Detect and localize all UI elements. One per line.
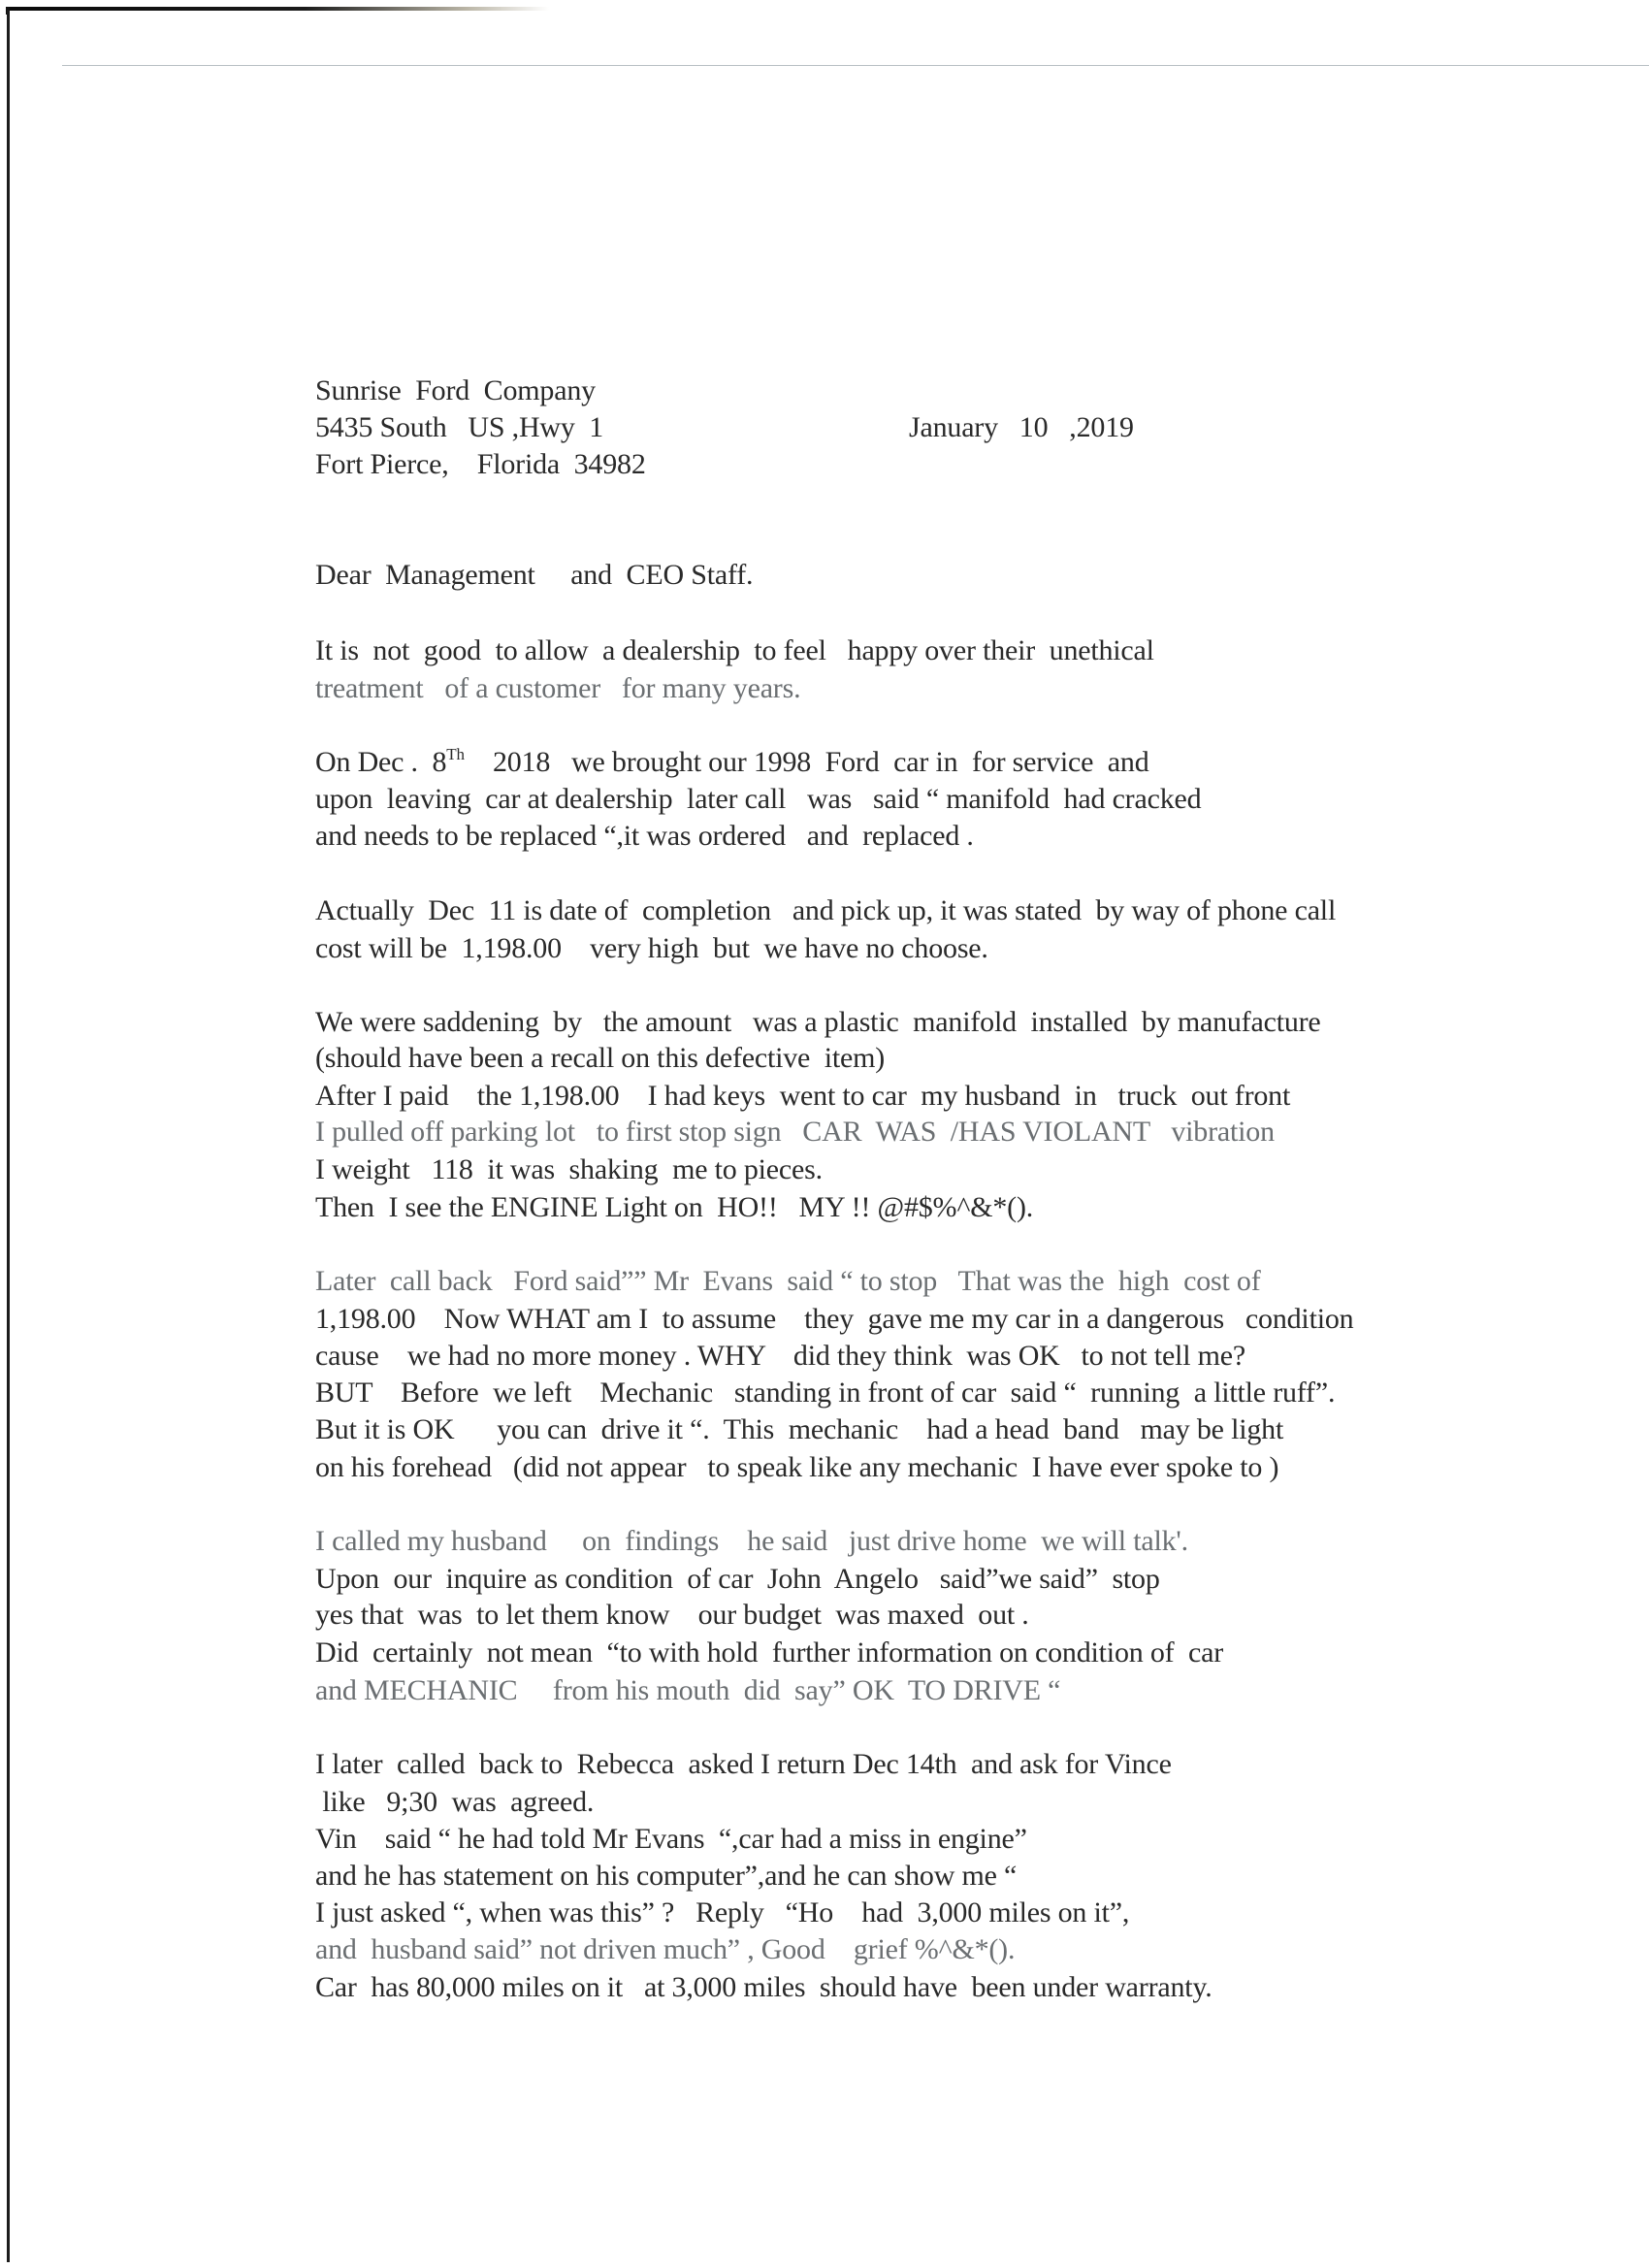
body-line: I weight 118 it was shaking me to pieces. [315, 1153, 823, 1185]
body-line: cause we had no more money . WHY did they think was OK to not tell me? [315, 1340, 1245, 1372]
body-line: on his forehead (did not appear to speak like any mechanic I have ever spoke to ) [315, 1451, 1279, 1483]
recipient-name: Sunrise Ford Company [315, 374, 596, 406]
body-line: I pulled off parking lot to first stop sign CAR WAS /HAS VIOLANT vibration [315, 1116, 1275, 1148]
body-line: BUT Before we left Mechanic standing in front of car said “ running a little ruff”. [315, 1377, 1336, 1409]
body-line: I called my husband on findings he said just drive home we will talk'. [315, 1525, 1188, 1557]
body-line: and husband said” not driven much” , Good grief %^&*(). [315, 1933, 1016, 1965]
body-line: 1,198.00 Now WHAT am I to assume they gave me my car in a dangerous condition [315, 1303, 1354, 1335]
body-line: and he has statement on his computer”,and he can show me “ [315, 1860, 1018, 1892]
line-text: On Dec . 8 [315, 746, 447, 778]
line-text: 2018 we brought our 1998 Ford car in for service and [464, 746, 1149, 778]
body-line: and MECHANIC from his mouth did say” OK TO DRIVE “ [315, 1674, 1061, 1706]
body-line: yes that was to let them know our budget was maxed out . [315, 1599, 1029, 1631]
body-line: like 9;30 was agreed. [315, 1786, 595, 1818]
body-line [315, 744, 1149, 781]
recipient-city: Fort Pierce, Florida 34982 [315, 448, 646, 480]
letter-date: January 10 ,2019 [909, 411, 1134, 443]
body-line: Later call back Ford said”” Mr Evans said “ to stop That was the high cost of [315, 1265, 1261, 1297]
body-line: Upon our inquire as condition of car John Angelo said”we said” stop [315, 1563, 1160, 1595]
body-line: Car has 80,000 miles on it at 3,000 miles should have been under warranty. [315, 1971, 1212, 2003]
body-line: treatment of a customer for many years. [315, 672, 801, 704]
body-line: cost will be 1,198.00 very high but we have no choose. [315, 932, 988, 964]
body-line: We were saddening by the amount was a plastic manifold installed by manufacture [315, 1006, 1321, 1038]
body-line: Actually Dec 11 is date of completion and pick up, it was stated by way of phone call [315, 894, 1337, 926]
recipient-street: 5435 South US ,Hwy 1 [315, 411, 604, 443]
body-line: Did certainly not mean “to with hold further information on condition of car [315, 1636, 1224, 1669]
body-line: After I paid the 1,198.00 I had keys went to car my husband in truck out front [315, 1080, 1291, 1112]
body-line: Vin said “ he had told Mr Evans “,car had a miss in engine” [315, 1823, 1027, 1855]
body-line: Then I see the ENGINE Light on HO!! MY !! @#$%^&*(). [315, 1191, 1034, 1223]
body-line: upon leaving car at dealership later call was said “ manifold had cracked [315, 783, 1202, 815]
body-line: I just asked “, when was this” ? Reply “Ho had 3,000 miles on it”, [315, 1896, 1130, 1928]
body-line: and needs to be replaced “,it was ordered and replaced . [315, 820, 974, 852]
body-line: But it is OK you can drive it “. This mechanic had a head band may be light [315, 1413, 1284, 1445]
body-line: I later called back to Rebecca asked I return Dec 14th and ask for Vince [315, 1748, 1172, 1780]
ordinal-suffix: Th [446, 745, 465, 763]
body-line: It is not good to allow a dealership to feel happy over their unethical [315, 634, 1154, 666]
salutation: Dear Management and CEO Staff. [315, 559, 754, 591]
body-line: (should have been a recall on this defective item) [315, 1042, 886, 1074]
